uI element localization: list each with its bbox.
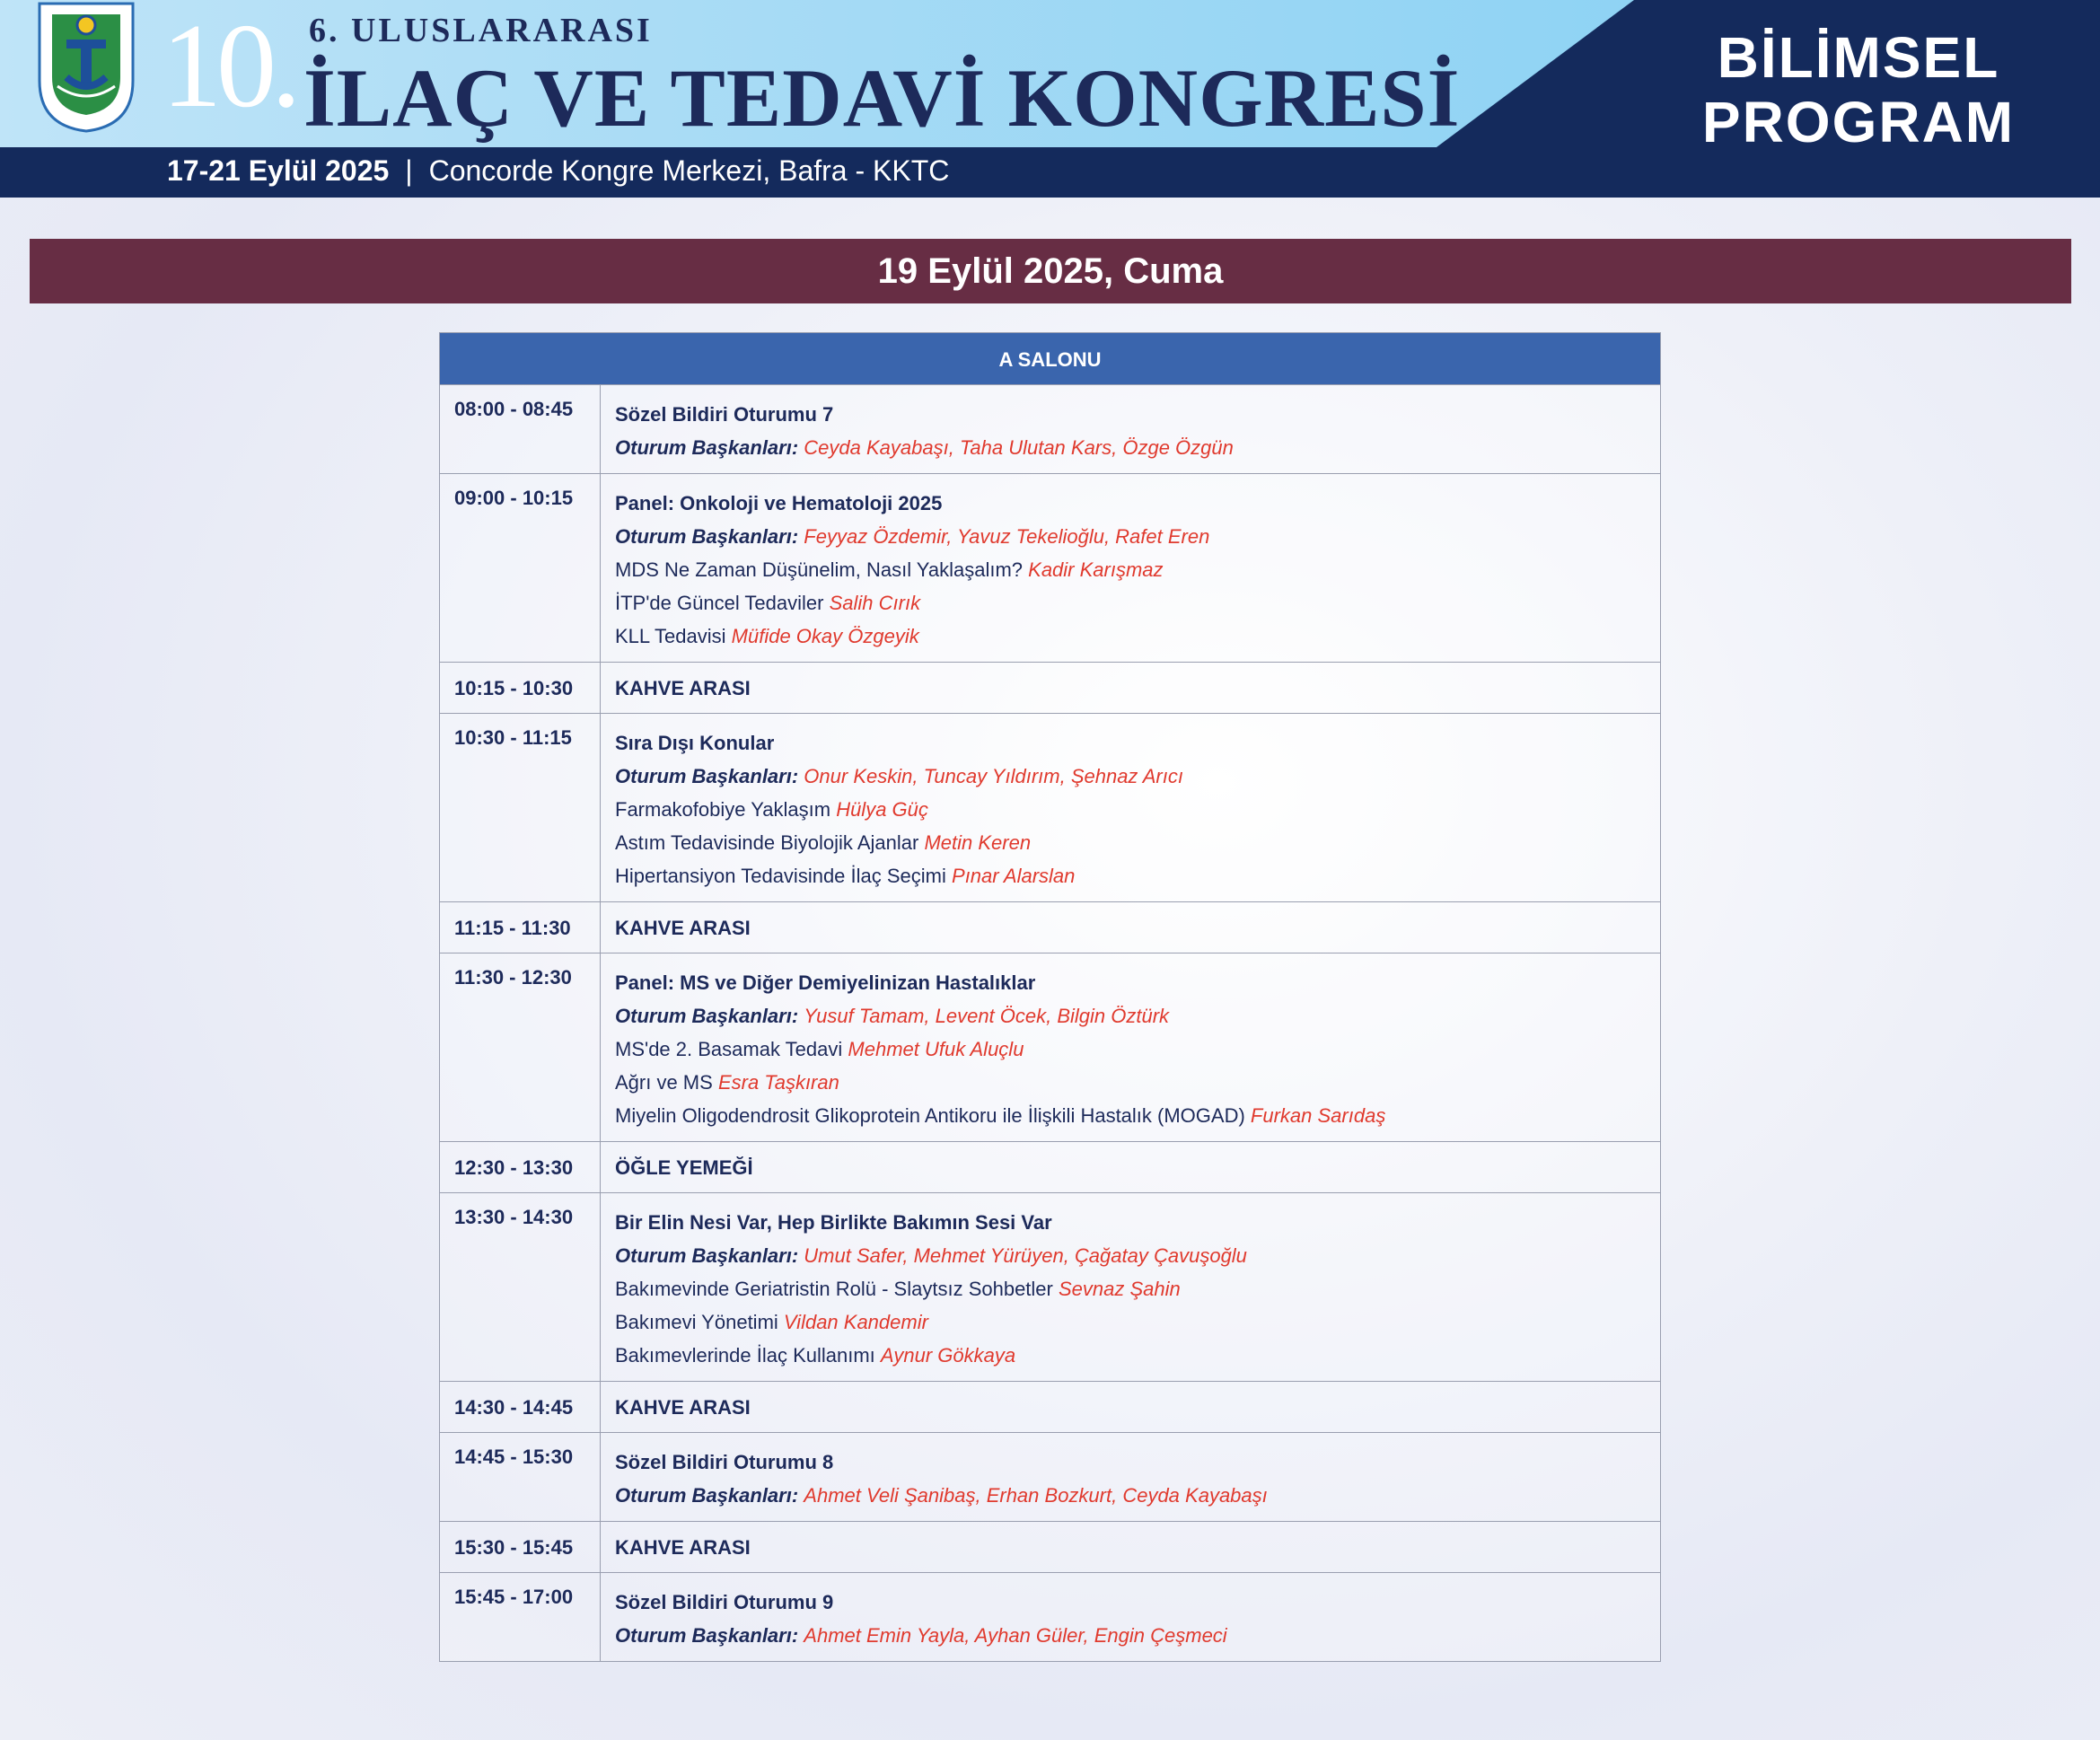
chairs-names: Yusuf Tamam, Levent Öcek, Bilgin Öztürk	[804, 1005, 1170, 1027]
session-time: 15:45 - 17:00	[440, 1573, 601, 1661]
talk-topic: Ağrı ve MS	[615, 1071, 713, 1094]
talk-item	[615, 1305, 1660, 1339]
session-chairs	[615, 760, 1660, 793]
schedule-row	[440, 713, 1660, 901]
chairs-names: Ceyda Kayabaşı, Taha Ulutan Kars, Özge Özgün	[804, 436, 1234, 459]
talk-speaker: Esra Taşkıran	[717, 1071, 839, 1094]
congress-subtitle: 6. ULUSLARARASI	[309, 12, 653, 49]
session-title: Bir Elin Nesi Var, Hep Birlikte Bakımın Sesi Var	[615, 1211, 1052, 1234]
session-time: 08:00 - 08:45	[440, 385, 601, 473]
session-title: ÖĞLE YEMEĞİ	[615, 1156, 753, 1179]
schedule-row	[440, 1432, 1660, 1521]
talk-item	[615, 793, 1660, 826]
session-title: Sözel Bildiri Oturumu 7	[615, 403, 834, 426]
chairs-label: Oturum Başkanları:	[615, 436, 799, 459]
chairs-label: Oturum Başkanları:	[615, 1624, 799, 1647]
talk-topic: Bakımevi Yönetimi	[615, 1311, 778, 1333]
talk-speaker: Aynur Gökkaya	[880, 1344, 1016, 1367]
chairs-label: Oturum Başkanları:	[615, 765, 799, 787]
talk-topic: KLL Tedavisi	[615, 625, 726, 647]
session-time: 10:15 - 10:30	[440, 663, 601, 713]
talk-speaker: Metin Keren	[924, 831, 1032, 854]
schedule-row	[440, 662, 1660, 713]
program-title-line1: BİLİMSEL	[1717, 25, 2000, 90]
chairs-label: Oturum Başkanları:	[615, 525, 799, 548]
session-chairs	[615, 520, 1660, 553]
session-content	[601, 902, 1660, 953]
talk-item	[615, 1339, 1660, 1372]
info-separator: |	[405, 154, 413, 187]
talk-speaker: Müfide Okay Özgeyik	[731, 625, 919, 647]
session-chairs	[615, 1239, 1660, 1272]
chairs-names: Umut Safer, Mehmet Yürüyen, Çağatay Çavuşoğlu	[804, 1244, 1247, 1267]
talk-speaker: Sevnaz Şahin	[1059, 1278, 1181, 1300]
session-content	[601, 474, 1660, 662]
schedule-row	[440, 1572, 1660, 1661]
session-chairs	[615, 431, 1660, 464]
schedule-row	[440, 953, 1660, 1141]
session-title: Sözel Bildiri Oturumu 8	[615, 1451, 834, 1473]
talk-item	[615, 826, 1660, 859]
chairs-label: Oturum Başkanları:	[615, 1244, 799, 1267]
session-title: Panel: Onkoloji ve Hematoloji 2025	[615, 492, 943, 514]
chairs-names: Onur Keskin, Tuncay Yıldırım, Şehnaz Arıcı	[804, 765, 1183, 787]
association-logo	[36, 0, 136, 135]
session-content	[601, 1142, 1660, 1192]
talk-topic: Hipertansiyon Tedavisinde İlaç Seçimi	[615, 865, 946, 887]
session-content	[601, 1433, 1660, 1521]
session-title: Sözel Bildiri Oturumu 9	[615, 1591, 834, 1613]
session-content	[601, 1573, 1660, 1661]
schedule-row	[440, 1192, 1660, 1381]
session-title: Sıra Dışı Konular	[615, 732, 775, 754]
talk-speaker: Mehmet Ufuk Aluçlu	[848, 1038, 1024, 1060]
session-title: Panel: MS ve Diğer Demiyelinizan Hastalıklar	[615, 971, 1036, 994]
session-title: KAHVE ARASI	[615, 917, 751, 939]
program-table	[439, 332, 1661, 1662]
talk-item	[615, 553, 1660, 586]
schedule-row	[440, 1141, 1660, 1192]
session-time: 10:30 - 11:15	[440, 714, 601, 901]
schedule-row	[440, 1521, 1660, 1572]
day-banner: 19 Eylül 2025, Cuma	[30, 239, 2071, 303]
session-time: 14:30 - 14:45	[440, 1382, 601, 1432]
session-time: 13:30 - 14:30	[440, 1193, 601, 1381]
talk-speaker: Kadir Karışmaz	[1028, 558, 1164, 581]
talk-topic: Astım Tedavisinde Biyolojik Ajanlar	[615, 831, 919, 854]
schedule-row	[440, 1381, 1660, 1432]
talk-speaker: Hülya Güç	[836, 798, 928, 821]
chairs-names: Ahmet Emin Yayla, Ayhan Güler, Engin Çeşmeci	[804, 1624, 1227, 1647]
congress-title: İLAÇ VE TEDAVİ KONGRESİ	[303, 52, 1461, 144]
program-title-line2: PROGRAM	[1701, 90, 2016, 154]
session-time: 12:30 - 13:30	[440, 1142, 601, 1192]
session-content	[601, 1522, 1660, 1572]
talk-item	[615, 586, 1660, 620]
session-content	[601, 953, 1660, 1141]
talk-speaker: Furkan Sarıdaş	[1250, 1104, 1386, 1127]
session-time: 14:45 - 15:30	[440, 1433, 601, 1521]
talk-item	[615, 1272, 1660, 1305]
session-time: 15:30 - 15:45	[440, 1522, 601, 1572]
program-rows	[440, 384, 1660, 1661]
talk-speaker: Salih Cırık	[829, 592, 921, 614]
talk-item	[615, 1099, 1660, 1132]
session-time: 11:30 - 12:30	[440, 953, 601, 1141]
chairs-label: Oturum Başkanları:	[615, 1005, 799, 1027]
chairs-label: Oturum Başkanları:	[615, 1484, 799, 1507]
schedule-row	[440, 384, 1660, 473]
session-title: KAHVE ARASI	[615, 1396, 751, 1419]
congress-dates: 17-21 Eylül 2025	[167, 154, 390, 187]
session-title: KAHVE ARASI	[615, 1536, 751, 1559]
scientific-program-title	[1688, 25, 2029, 154]
session-title: KAHVE ARASI	[615, 677, 751, 699]
talk-speaker: Vildan Kandemir	[783, 1311, 928, 1333]
talk-item	[615, 620, 1660, 653]
session-content	[601, 714, 1660, 901]
session-content	[601, 1382, 1660, 1432]
edition-number: 10.	[162, 0, 296, 132]
talk-speaker: Pınar Alarslan	[952, 865, 1076, 887]
talk-topic: MDS Ne Zaman Düşünelim, Nasıl Yaklaşalım?	[615, 558, 1024, 581]
talk-topic: Farmakofobiye Yaklaşım	[615, 798, 831, 821]
chairs-names: Ahmet Veli Şanibaş, Erhan Bozkurt, Ceyda Kayabaşı	[804, 1484, 1268, 1507]
talk-topic: Bakımevinde Geriatristin Rolü - Slaytsız Sohbetler	[615, 1278, 1053, 1300]
session-chairs	[615, 1479, 1660, 1512]
talk-item	[615, 1033, 1660, 1066]
schedule-row	[440, 473, 1660, 662]
session-time: 09:00 - 10:15	[440, 474, 601, 662]
talk-topic: MS'de 2. Basamak Tedavi	[615, 1038, 843, 1060]
session-content	[601, 1193, 1660, 1381]
session-content	[601, 663, 1660, 713]
congress-info	[167, 154, 949, 188]
congress-venue: Concorde Kongre Merkezi, Bafra - KKTC	[428, 154, 950, 187]
talk-item	[615, 859, 1660, 892]
session-chairs	[615, 1619, 1660, 1652]
session-content	[601, 385, 1660, 473]
hall-header: A SALONU	[440, 333, 1660, 384]
schedule-row	[440, 901, 1660, 953]
talk-topic: Miyelin Oligodendrosit Glikoprotein Antikoru ile İlişkili Hastalık (MOGAD)	[615, 1104, 1245, 1127]
chairs-names: Feyyaz Özdemir, Yavuz Tekelioğlu, Rafet Eren	[804, 525, 1210, 548]
header	[0, 0, 2100, 198]
session-chairs	[615, 999, 1660, 1033]
talk-topic: İTP'de Güncel Tedaviler	[615, 592, 824, 614]
talk-item	[615, 1066, 1660, 1099]
session-time: 11:15 - 11:30	[440, 902, 601, 953]
talk-topic: Bakımevlerinde İlaç Kullanımı	[615, 1344, 875, 1367]
